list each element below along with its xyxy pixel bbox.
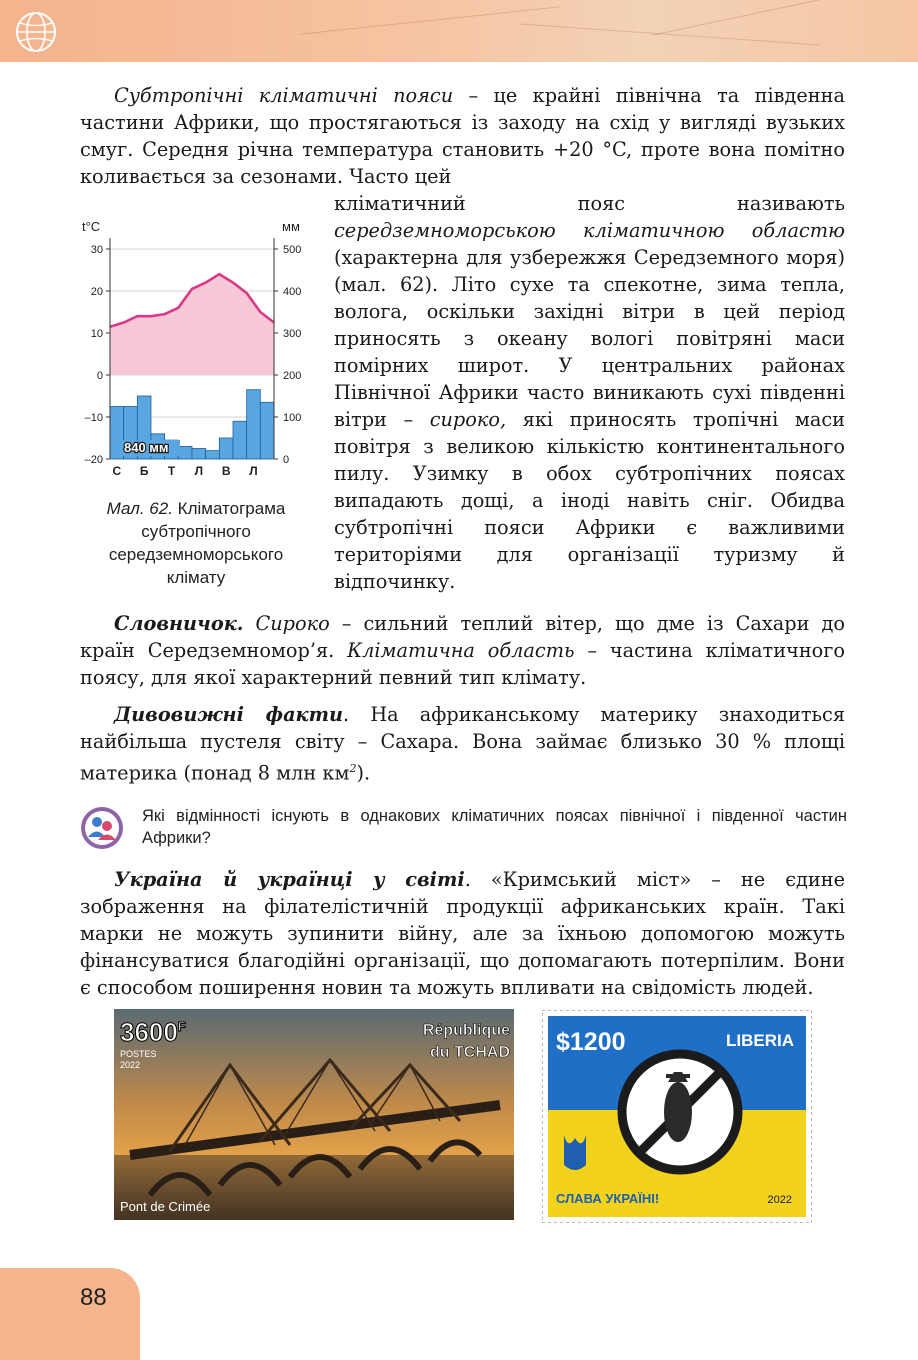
precipitation-total-label: 840 мм xyxy=(124,440,169,455)
ukraine-label: Україна й українці у світі xyxy=(114,868,465,891)
glossary-term-climate-region: Кліматична область xyxy=(347,639,575,662)
figure-caption xyxy=(80,497,312,589)
climatogram-chart xyxy=(78,216,310,486)
paragraph-subtropical-text: – це крайні північна та південна частини Африки, що простягаються із заходу на схід у вигляді вузьких смуг. Середня річна температура становить +20 °C, проте вона помітно коливається за сезонами. Часто цей xyxy=(80,84,845,188)
right-tick-label: 200 xyxy=(283,370,302,382)
facts-text: . На африканському материку знаходиться найбільша пустеля світу – Сахара. Вона займає близько 30 % площі материка (понад 8 млн км xyxy=(80,703,845,785)
term-sirocco: сироко, xyxy=(429,408,507,431)
left-tick-label: 0 xyxy=(96,370,103,382)
right-tick-label: 500 xyxy=(283,244,302,256)
precipitation-bar xyxy=(178,446,192,459)
term-subtropical: Субтропічні кліматичні пояси xyxy=(114,84,454,107)
liberia-stamp-slogan: СЛАВА УКРАЇНІ! xyxy=(556,1191,660,1206)
globe-icon xyxy=(14,10,58,54)
precipitation-bar xyxy=(247,390,261,459)
chad-stamp-value: $3600^F$ xyxy=(120,1017,186,1047)
facts-superscript: 2 xyxy=(349,762,357,775)
page-number: 88 xyxy=(80,1284,107,1311)
right-tick-label: 100 xyxy=(283,412,302,424)
month-label: Л xyxy=(194,464,204,478)
question-text: Які відмінності існують в однакових кліматичних поясах північної і південної частин Африки? xyxy=(142,807,847,847)
month-label: В xyxy=(221,464,231,478)
chad-stamp-country-2: du TCHAD xyxy=(430,1044,510,1061)
left-tick-label: 20 xyxy=(90,286,103,298)
glossary-paragraph xyxy=(80,610,845,691)
liberia-stamp-year: 2022 xyxy=(767,1194,792,1206)
left-tick-label: 10 xyxy=(90,328,103,340)
chad-stamp-postes: POSTES xyxy=(120,1049,157,1059)
left-tick-label: –20 xyxy=(84,454,103,466)
paragraph-subtropical xyxy=(80,82,845,190)
mediterranean-text-3: які приносять тропічні маси повітря з великою кількістю континентального пилу. Узимку в обох субтропічних поясах випадають дощі, а іноді навіть сніг. Обидва субтропічні пояси Африки є важливими територіями для організації туризму й відпочинку. xyxy=(334,408,845,593)
term-mediterranean: середземноморською кліматичною областю xyxy=(334,219,845,242)
month-label: С xyxy=(112,464,122,478)
discussion-icon xyxy=(80,806,124,850)
glossary-def-sirocco: – сильний теплий вітер, що дме із Сахари до країн Середземномор’я. xyxy=(80,612,845,662)
liberia-stamp-country: LIBERIA xyxy=(726,1031,794,1050)
left-tick-label: 30 xyxy=(90,244,103,256)
header-band xyxy=(0,0,918,62)
page-number-tab xyxy=(0,1268,140,1360)
right-tick-label: 300 xyxy=(283,328,302,340)
ukraine-paragraph xyxy=(80,866,845,1001)
facts-label: Дивовижні факти xyxy=(114,703,344,726)
precipitation-bar xyxy=(260,402,274,459)
month-label: Л xyxy=(249,464,258,478)
right-tick-label: 0 xyxy=(283,454,290,466)
ukraine-text: . «Кримський міст» – не єдине зображення на філателістичній продукції африканських країн. Такі марки не можуть зупинити війну, але за їхньою допомогою можуть фінансуватися благодійні організації, що допомагають потерпілим. Вони є способом поширення новин та можуть впливати на свідомість людей. xyxy=(80,868,845,999)
precipitation-bar xyxy=(233,421,247,459)
precipitation-bar xyxy=(219,438,233,459)
precipitation-bar xyxy=(192,449,206,460)
month-label: Т xyxy=(167,464,176,478)
stamp-liberia xyxy=(542,1010,812,1223)
chad-stamp-caption: Pont de Crimée xyxy=(120,1199,211,1214)
right-tick-label: 400 xyxy=(283,286,302,298)
caption-prefix: Мал. 62. xyxy=(106,499,173,518)
chad-stamp-country-1: République xyxy=(422,1022,510,1039)
precipitation-bar xyxy=(110,407,124,460)
glossary-label: Словничок. xyxy=(114,612,244,635)
left-tick-label: –10 xyxy=(84,412,103,424)
mediterranean-text-1: кліматичний пояс називають xyxy=(334,192,845,215)
left-axis-unit: t°C xyxy=(82,219,101,234)
month-label: Б xyxy=(139,464,149,478)
stamp-chad xyxy=(110,1005,518,1224)
paragraph-mediterranean xyxy=(334,190,845,595)
caption-text: Кліматограма субтропічного середземноморського клімату xyxy=(108,499,286,587)
facts-end: ). xyxy=(356,761,371,785)
precipitation-bar xyxy=(206,451,220,459)
right-axis-unit: мм xyxy=(282,219,300,234)
liberia-stamp-value: $1200 xyxy=(556,1028,626,1056)
facts-paragraph xyxy=(80,701,845,786)
mediterranean-text-2: (характерна для узбережжя Середземного моря) (мал. 62). Літо сухе та спекотне, зима тепла, волога, оскільки західні вітри в цей період приносять з океану вологі повітряні маси помірних широт. У центральних районах Північної Африки часто виникають сухі південні вітри – xyxy=(334,246,845,431)
glossary-def-climate-region: – частина кліматичного поясу, для якої характерний певний тип клімату. xyxy=(80,639,845,689)
chad-stamp-year: 2022 xyxy=(120,1060,141,1070)
glossary-term-sirocco: Сироко xyxy=(255,612,330,635)
